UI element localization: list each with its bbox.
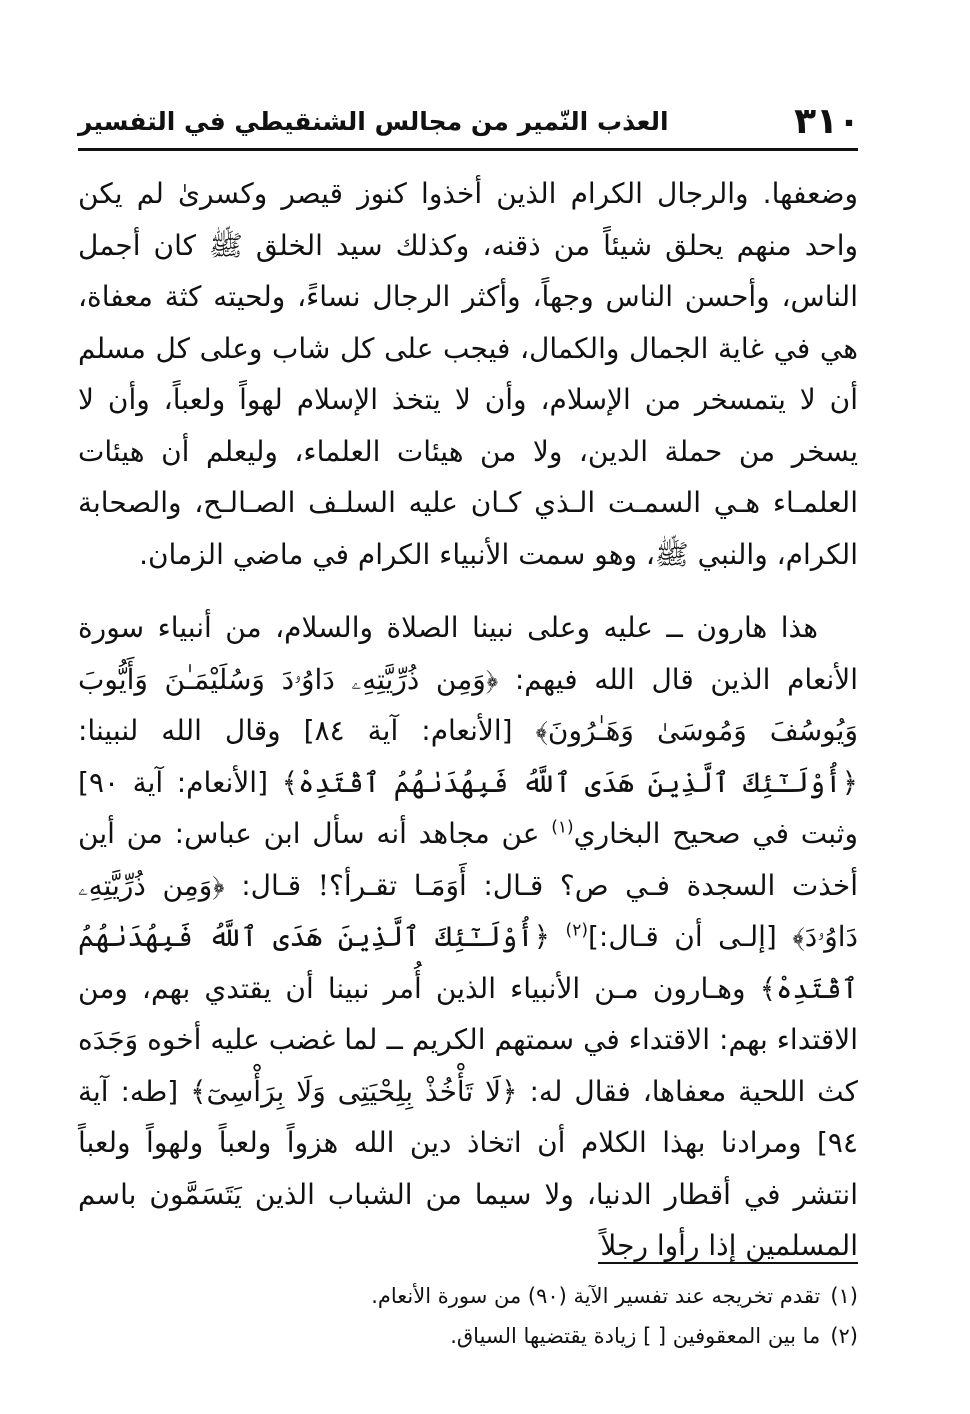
- footnote-rule: [598, 1262, 858, 1264]
- quran-quote: ﴿أُوْلَـٰٓئِكَ ٱلَّذِينَ هَدَى ٱللَّهُ فَبِهُدَىٰهُمُ ٱقْتَدِهْ﴾: [281, 765, 858, 799]
- footnote-text: ما بين المعقوفين [ ] زيادة يقتضيها السياق.: [450, 1324, 821, 1348]
- footnote-2: [78, 1316, 858, 1356]
- quran-quote: ﴿لَا تَأْخُذْ بِلِحْيَتِى وَلَا بِرَأْسِىٓ﴾: [190, 1074, 518, 1108]
- main-text: [78, 168, 858, 1272]
- text-run: هذا هارون ــ عليه وعلى نبينا الصلاة والسلام، من أنبياء سورة الأنعام الذين قال الله فيهم:: [78, 611, 858, 696]
- text-run: [طه: آية ٩٤] ومرادنا بهذا الكلام أن اتخاذ دين الله هزواً ولعباً ولهواً ولعباً انتشر في أقطار الدنيا، ولا سيما من الشباب الذين يَتَسَمَّون باسم المسلمين إذا رأوا رجلاً: [78, 1074, 858, 1262]
- footnotes: [78, 1276, 858, 1356]
- quran-quote: أَوَمَـا تقـرأ؟!: [317, 868, 467, 902]
- quran-quote: ﴿وَمِن ذُرِّيَّتِهِۦ دَاوُۥدَ﴾: [78, 868, 858, 953]
- quran-quote: ﴿وَمِن ذُرِّيَّتِهِۦ دَاوُۥدَ وَسُلَيْمَـٰنَ وَأَيُّوبَ وَيُوسُفَ وَمُوسَىٰ وَهَـٰرُونَ﴾: [78, 662, 858, 747]
- footnote-text: تقدم تخريجه عند تفسير الآية (٩٠) من سورة الأنعام.: [371, 1284, 821, 1308]
- text-run: [الأنعام: آية ٨٤] وقال الله لنبينا:: [78, 714, 513, 747]
- footnote-ref-2[interactable]: (٢): [565, 920, 588, 941]
- footnote-1: [78, 1276, 858, 1316]
- paragraph-2: [78, 602, 858, 1272]
- text-run: [الأنعام: آية ٩٠] وثبت في صحيح البخاري: [78, 765, 858, 850]
- header-rule: [78, 148, 858, 151]
- paragraph-1: وضعفها. والرجال الكرام الذين أخذوا كنوز قيصر وكسرىٰ لم يكن واحد منهم يحلق شيئاً من ذقنه، وكذلك سيد الخلق ﷺ كان أجمل الناس، وأحسن الناس وجهاً، وأكثر الرجال نساءً، ولحيته كثة معفاة، هي في غاية الجمال والكمال، فيجب على كل شاب وعلى كل مسلم أن لا يتمسخر من الإسلام، وأن لا يتخذ الإسلام لهواً ولعباً، وأن لا يسخر من حملة الدين، ولا من هيئات العلماء، وليعلم أن هيئات العلمـاء هـي السمـت الـذي كـان عليه السلـف الصـالـح، والصحابة الكرام، والنبي ﷺ، وهو سمت الأنبياء الكرام في ماضي الزمان.: [78, 177, 858, 571]
- footnote-ref-1[interactable]: (١): [551, 817, 574, 838]
- text-run: عن مجاهد أنه سأل ابن عباس: من أين أخذت السجدة فـي ص؟ قـال:: [78, 817, 859, 902]
- page-header: [78, 100, 860, 142]
- footnote-number: (١): [830, 1284, 858, 1308]
- text-run: [إلـى أن قـال:]: [587, 920, 777, 953]
- page-number: ٣١٠: [794, 101, 860, 142]
- text-run: قـال:: [241, 868, 302, 902]
- text-run: وهـارون مـن الأنبياء الذين أُمر نبينا أن يقتدي بهم، ومن الاقتداء بهم: الاقتداء في سمتهم الكريم ــ لما غضب عليه أخوه وَجَدَه كث اللحية معفاها، فقال له:: [78, 971, 859, 1108]
- footnote-number: (٢): [830, 1324, 858, 1348]
- quran-quote: ﴿أُوْلَـٰٓئِكَ ٱلَّذِينَ هَدَى ٱللَّهُ فَبِهُدَىٰهُمُ ٱقْتَدِهْ﴾: [78, 920, 858, 1005]
- running-title: العذب النّمير من مجالس الشنقيطي في التفسير: [78, 107, 669, 136]
